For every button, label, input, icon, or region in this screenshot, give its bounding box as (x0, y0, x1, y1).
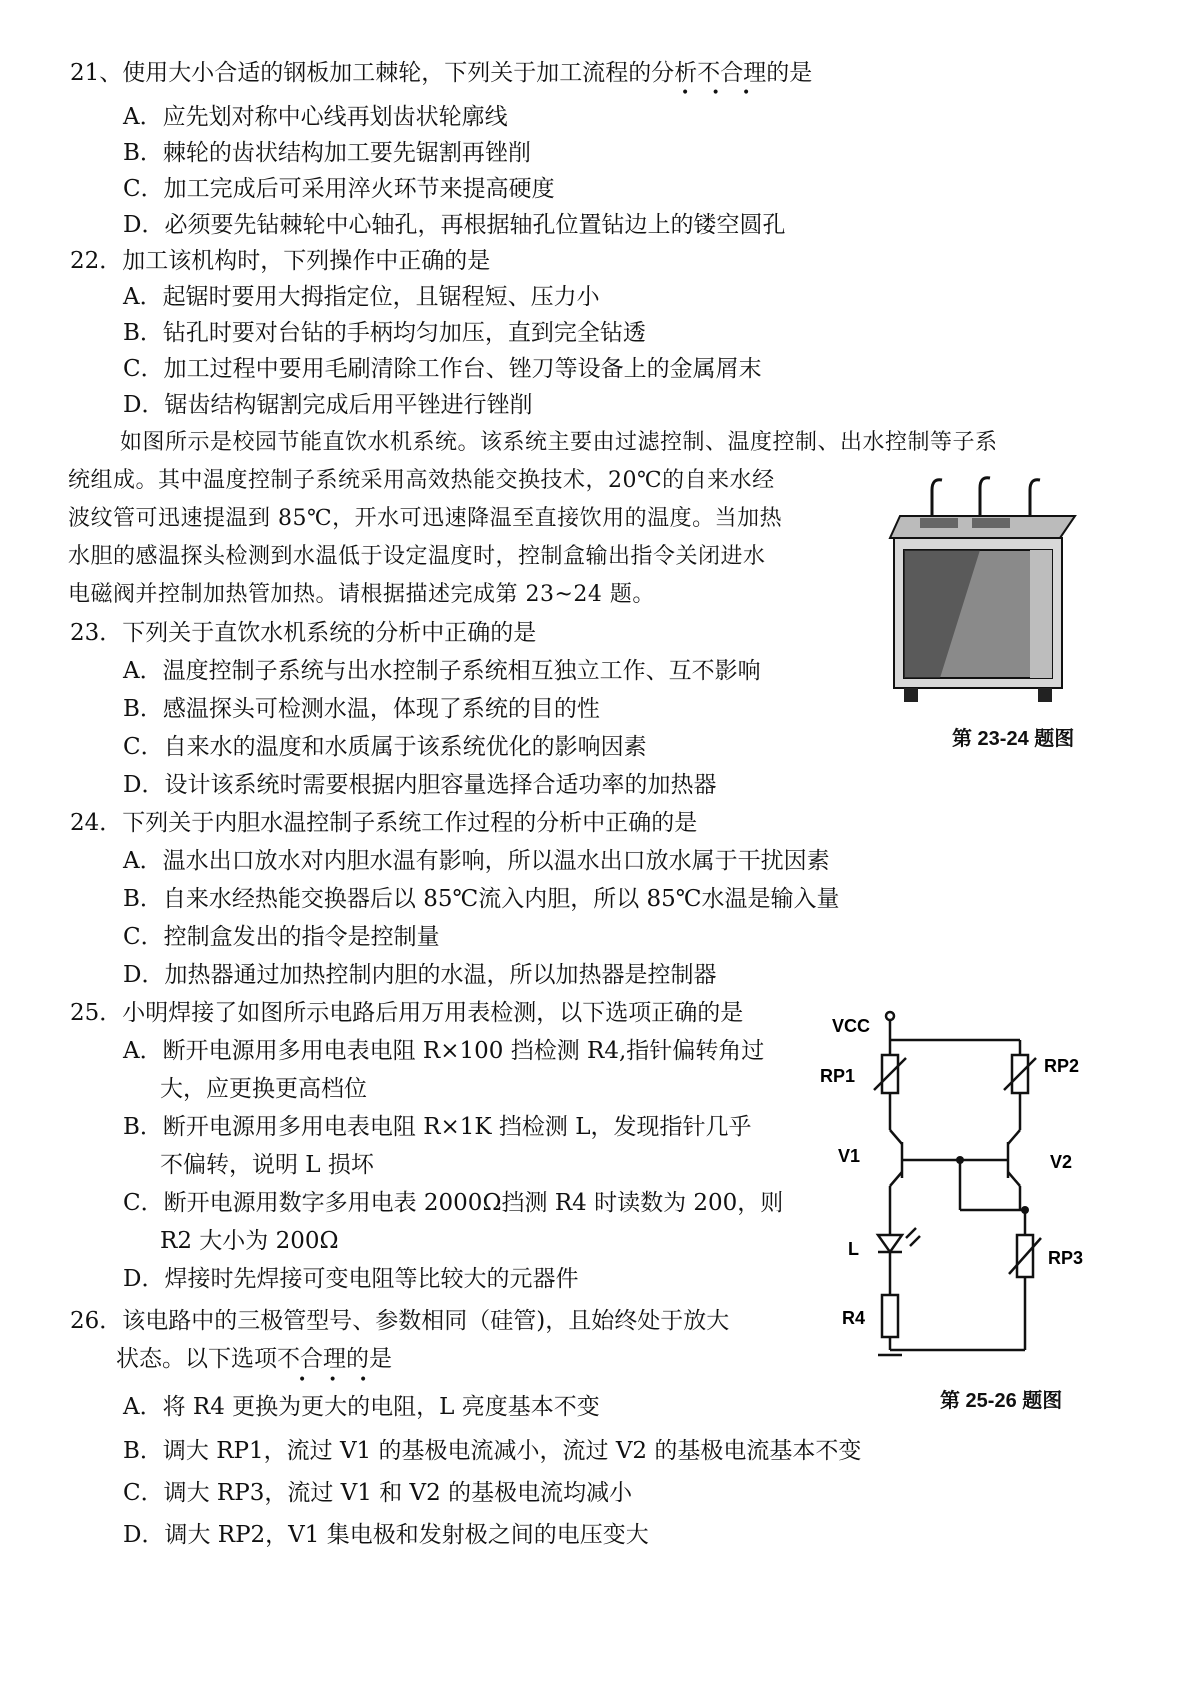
q26-stem-line-2: 状态。以下选项不合理的是 (116, 1346, 392, 1372)
q22-option-a: A．起锯时要用大拇指定位，且锯程短、压力小 (123, 284, 600, 310)
q25-option-a-cont: 大，应更换更高档位 (160, 1076, 367, 1102)
q23-option-c: C．自来水的温度和水质属于该系统优化的影响因素 (123, 734, 647, 760)
q26-stem-line-1: 26．该电路中的三极管型号、参数相同（硅管)，且始终处于放大 (70, 1308, 730, 1334)
q23-stem: 23．下列关于直饮水机系统的分析中正确的是 (70, 620, 537, 646)
q21-option-c: C．加工完成后可采用淬火环节来提高硬度 (123, 176, 555, 202)
q23-option-d: D．设计该系统时需要根据内胆容量选择合适功率的加热器 (123, 772, 717, 798)
v1-label: V1 (838, 1146, 861, 1166)
rp2-label: RP2 (1044, 1056, 1080, 1076)
q22-stem: 22．加工该机构时，下列操作中正确的是 (70, 248, 491, 274)
q24-option-a: A．温水出口放水对内胆水温有影响，所以温水出口放水属于干扰因素 (123, 848, 830, 874)
r4-label: R4 (842, 1308, 866, 1328)
water-dispenser-figure (880, 468, 1080, 718)
q22-option-d: D．锯齿结构锯割完成后用平锉进行锉削 (123, 392, 533, 418)
water-figure-caption: 第 23-24 题图 (952, 728, 1075, 750)
emphasis-dots: • • • (298, 1372, 368, 1388)
q26-option-b: B．调大 RP1，流过 V1 的基极电流减小，流过 V2 的基极电流基本不变 (123, 1438, 862, 1464)
v2-label: V2 (1050, 1152, 1073, 1172)
q23-option-b: B．感温探头可检测水温，体现了系统的目的性 (123, 696, 600, 722)
emphasis-dots: • • • (681, 85, 751, 101)
q25-option-c-cont: R2 大小为 200Ω (160, 1228, 339, 1254)
q21-option-b: B．棘轮的齿状结构加工要先锯割再锉削 (123, 140, 531, 166)
intro-line-1: 如图所示是校园节能直饮水机系统。该系统主要由过滤控制、温度控制、出水控制等子系 (120, 430, 998, 455)
q26-option-a: A．将 R4 更换为更大的电阻，L 亮度基本不变 (123, 1394, 600, 1420)
q25-option-b-cont: 不偏转，说明 L 损坏 (160, 1152, 374, 1178)
q25-option-a: A．断开电源用多用电表电阻 R×100 挡检测 R4,指针偏转角过 (123, 1038, 765, 1064)
vcc-label: VCC (832, 1016, 871, 1036)
q23-option-a: A．温度控制子系统与出水控制子系统相互独立工作、互不影响 (123, 658, 761, 684)
circuit-diagram (820, 1010, 1100, 1380)
q24-option-c: C．控制盒发出的指令是控制量 (123, 924, 440, 950)
intro-line-2: 统组成。其中温度控制子系统采用高效热能交换技术，20℃的自来水经 (68, 468, 775, 493)
intro-line-4: 水胆的感温探头检测到水温低于设定温度时，控制盒输出指令关闭进水 (68, 544, 766, 569)
q21-option-a: A．应先划对称中心线再划齿状轮廓线 (123, 104, 508, 130)
intro-line-3: 波纹管可迅速提温到 85℃，开水可迅速降温至直接饮用的温度。当加热 (68, 506, 783, 531)
q24-stem: 24．下列关于内胆水温控制子系统工作过程的分析中正确的是 (70, 810, 698, 836)
q21-option-d: D．必须要先钻棘轮中心轴孔，再根据轴孔位置钻边上的镂空圆孔 (123, 212, 786, 238)
q22-option-c: C．加工过程中要用毛刷清除工作台、锉刀等设备上的金属屑末 (123, 356, 762, 382)
q24-option-b: B．自来水经热能交换器后以 85℃流入内胆，所以 85℃水温是输入量 (123, 886, 840, 912)
q24-option-d: D．加热器通过加热控制内胆的水温，所以加热器是控制器 (123, 962, 717, 988)
q26-option-c: C．调大 RP3，流过 V1 和 V2 的基极电流均减小 (123, 1480, 633, 1506)
l-label: L (848, 1239, 859, 1259)
q26-option-d: D．调大 RP2，V1 集电极和发射极之间的电压变大 (123, 1522, 649, 1548)
q25-option-d: D．焊接时先焊接可变电阻等比较大的元器件 (123, 1266, 579, 1292)
q25-option-b: B．断开电源用多用电表电阻 R×1K 挡检测 L，发现指针几乎 (123, 1114, 752, 1140)
q25-stem: 25．小明焊接了如图所示电路后用万用表检测，以下选项正确的是 (70, 1000, 744, 1026)
q22-option-b: B．钻孔时要对台钻的手柄均匀加压，直到完全钻透 (123, 320, 646, 346)
rp3-label: RP3 (1048, 1248, 1084, 1268)
q21-stem: 21、使用大小合适的钢板加工棘轮，下列关于加工流程的分析不合理的是 (70, 60, 813, 86)
circuit-figure-caption: 第 25-26 题图 (940, 1390, 1063, 1412)
intro-line-5: 电磁阀并控制加热管加热。请根据描述完成第 23~24 题。 (68, 582, 655, 607)
q25-option-c: C．断开电源用数字多用电表 2000Ω挡测 R4 时读数为 200，则 (123, 1190, 784, 1216)
rp1-label: RP1 (820, 1066, 856, 1086)
